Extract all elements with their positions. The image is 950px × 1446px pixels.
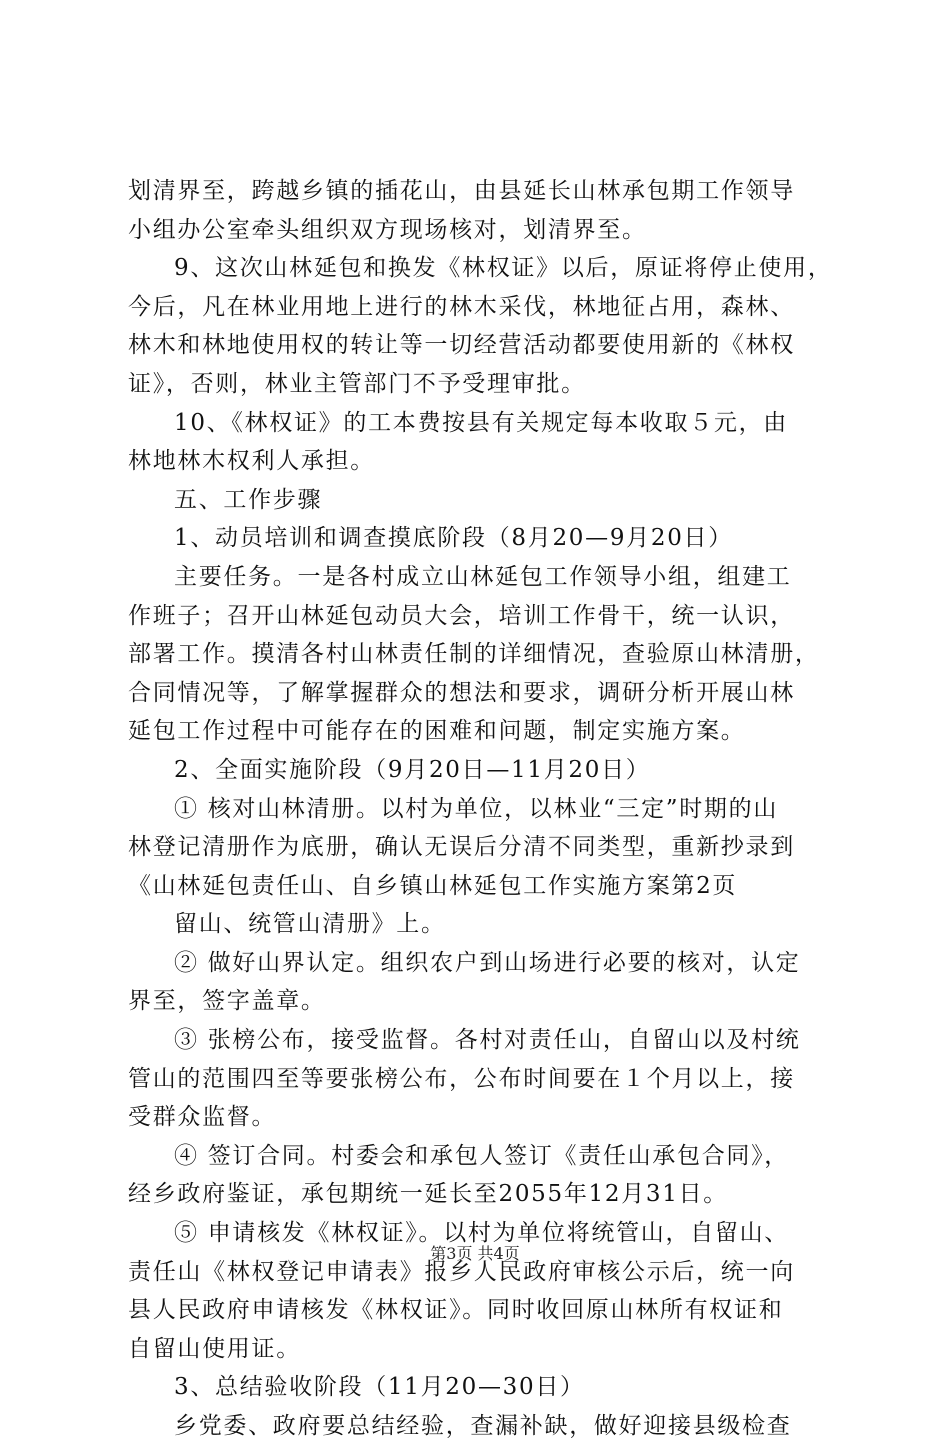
- text-line: 界至，签字盖章。: [128, 988, 326, 1015]
- text-line: 林地林木权利人承担。: [128, 448, 375, 475]
- text-line: ④ 签订合同。村委会和承包人签订《责任山承包合同》，: [174, 1142, 790, 1169]
- subsection-heading: 2、全面实施阶段（9月20日—11月20日）: [174, 756, 651, 783]
- text-line: 9、这次山林延包和换发《林权证》以后，原证将停止使用，: [174, 255, 833, 282]
- text-line: 林登记清册作为底册，确认无误后分清不同类型，重新抄录到: [128, 834, 795, 861]
- text-line: 小组办公室牵头组织双方现场核对，划清界至。: [128, 216, 647, 243]
- text-line: ② 做好山界认定。组织农户到山场进行必要的核对，认定: [174, 949, 801, 976]
- text-line: 乡党委、政府要总结经验，查漏补缺，做好迎接县级检查: [174, 1413, 792, 1439]
- text-line: 《山林延包责任山、自乡镇山林延包工作实施方案第2页: [128, 872, 738, 899]
- text-line: 经乡政府鉴证，承包期统一延长至2055年12月31日。: [128, 1181, 728, 1208]
- subsection-heading: 1、动员培训和调查摸底阶段（8月20—9月20日）: [174, 525, 733, 552]
- subsection-heading: 3、总结验收阶段（11月20—30日）: [174, 1374, 585, 1401]
- text-line: 自留山使用证。: [128, 1335, 301, 1362]
- text-line: ① 核对山林清册。以村为单位，以林业“三定”时期的山: [174, 795, 779, 822]
- text-line: 证》，否则，林业主管部门不予受理审批。: [128, 370, 586, 397]
- text-line: ⑤ 申请核发《林权证》。以村为单位将统管山，自留山、: [174, 1220, 790, 1247]
- text-line: 主要任务。一是各村成立山林延包工作领导小组，组建工: [174, 563, 792, 590]
- text-line: 林木和林地使用权的转让等一切经营活动都要使用新的《林权: [128, 332, 795, 359]
- section-heading: 五、工作步骤: [174, 486, 323, 513]
- text-line: 作班子；召开山林延包动员大会，培训工作骨干，统一认识，: [128, 602, 795, 629]
- text-line: 管山的范围四至等要张榜公布，公布时间要在１个月以上，接: [128, 1065, 795, 1092]
- text-line: 10、《林权证》的工本费按县有关规定每本收取５元，由: [174, 409, 788, 436]
- text-line: 划清界至，跨越乡镇的插花山，由县延长山林承包期工作领导: [128, 178, 795, 204]
- text-line: 县人民政府申请核发《林权证》。同时收回原山林所有权证和: [128, 1297, 784, 1324]
- text-line: 部署工作。摸清各村山林责任制的详细情况，查验原山林清册，: [128, 641, 820, 668]
- text-line: ③ 张榜公布，接受监督。各村对责任山，自留山以及村统: [174, 1027, 801, 1054]
- text-line: 责任山《林权登记申请表》报乡人民政府审核公示后，统一向: [128, 1258, 795, 1285]
- text-line: 受群众监督。: [128, 1104, 277, 1131]
- text-line: 延包工作过程中可能存在的困难和问题，制定实施方案。: [128, 718, 746, 745]
- text-line: 合同情况等，了解掌握群众的想法和要求，调研分析开展山林: [128, 679, 795, 706]
- page-number-footer: 第3页 共4页: [430, 1244, 520, 1263]
- text-line: 留山、统管山清册》上。: [174, 911, 446, 938]
- text-line: 今后，凡在林业用地上进行的林木采伐，林地征占用，森林、: [128, 293, 795, 320]
